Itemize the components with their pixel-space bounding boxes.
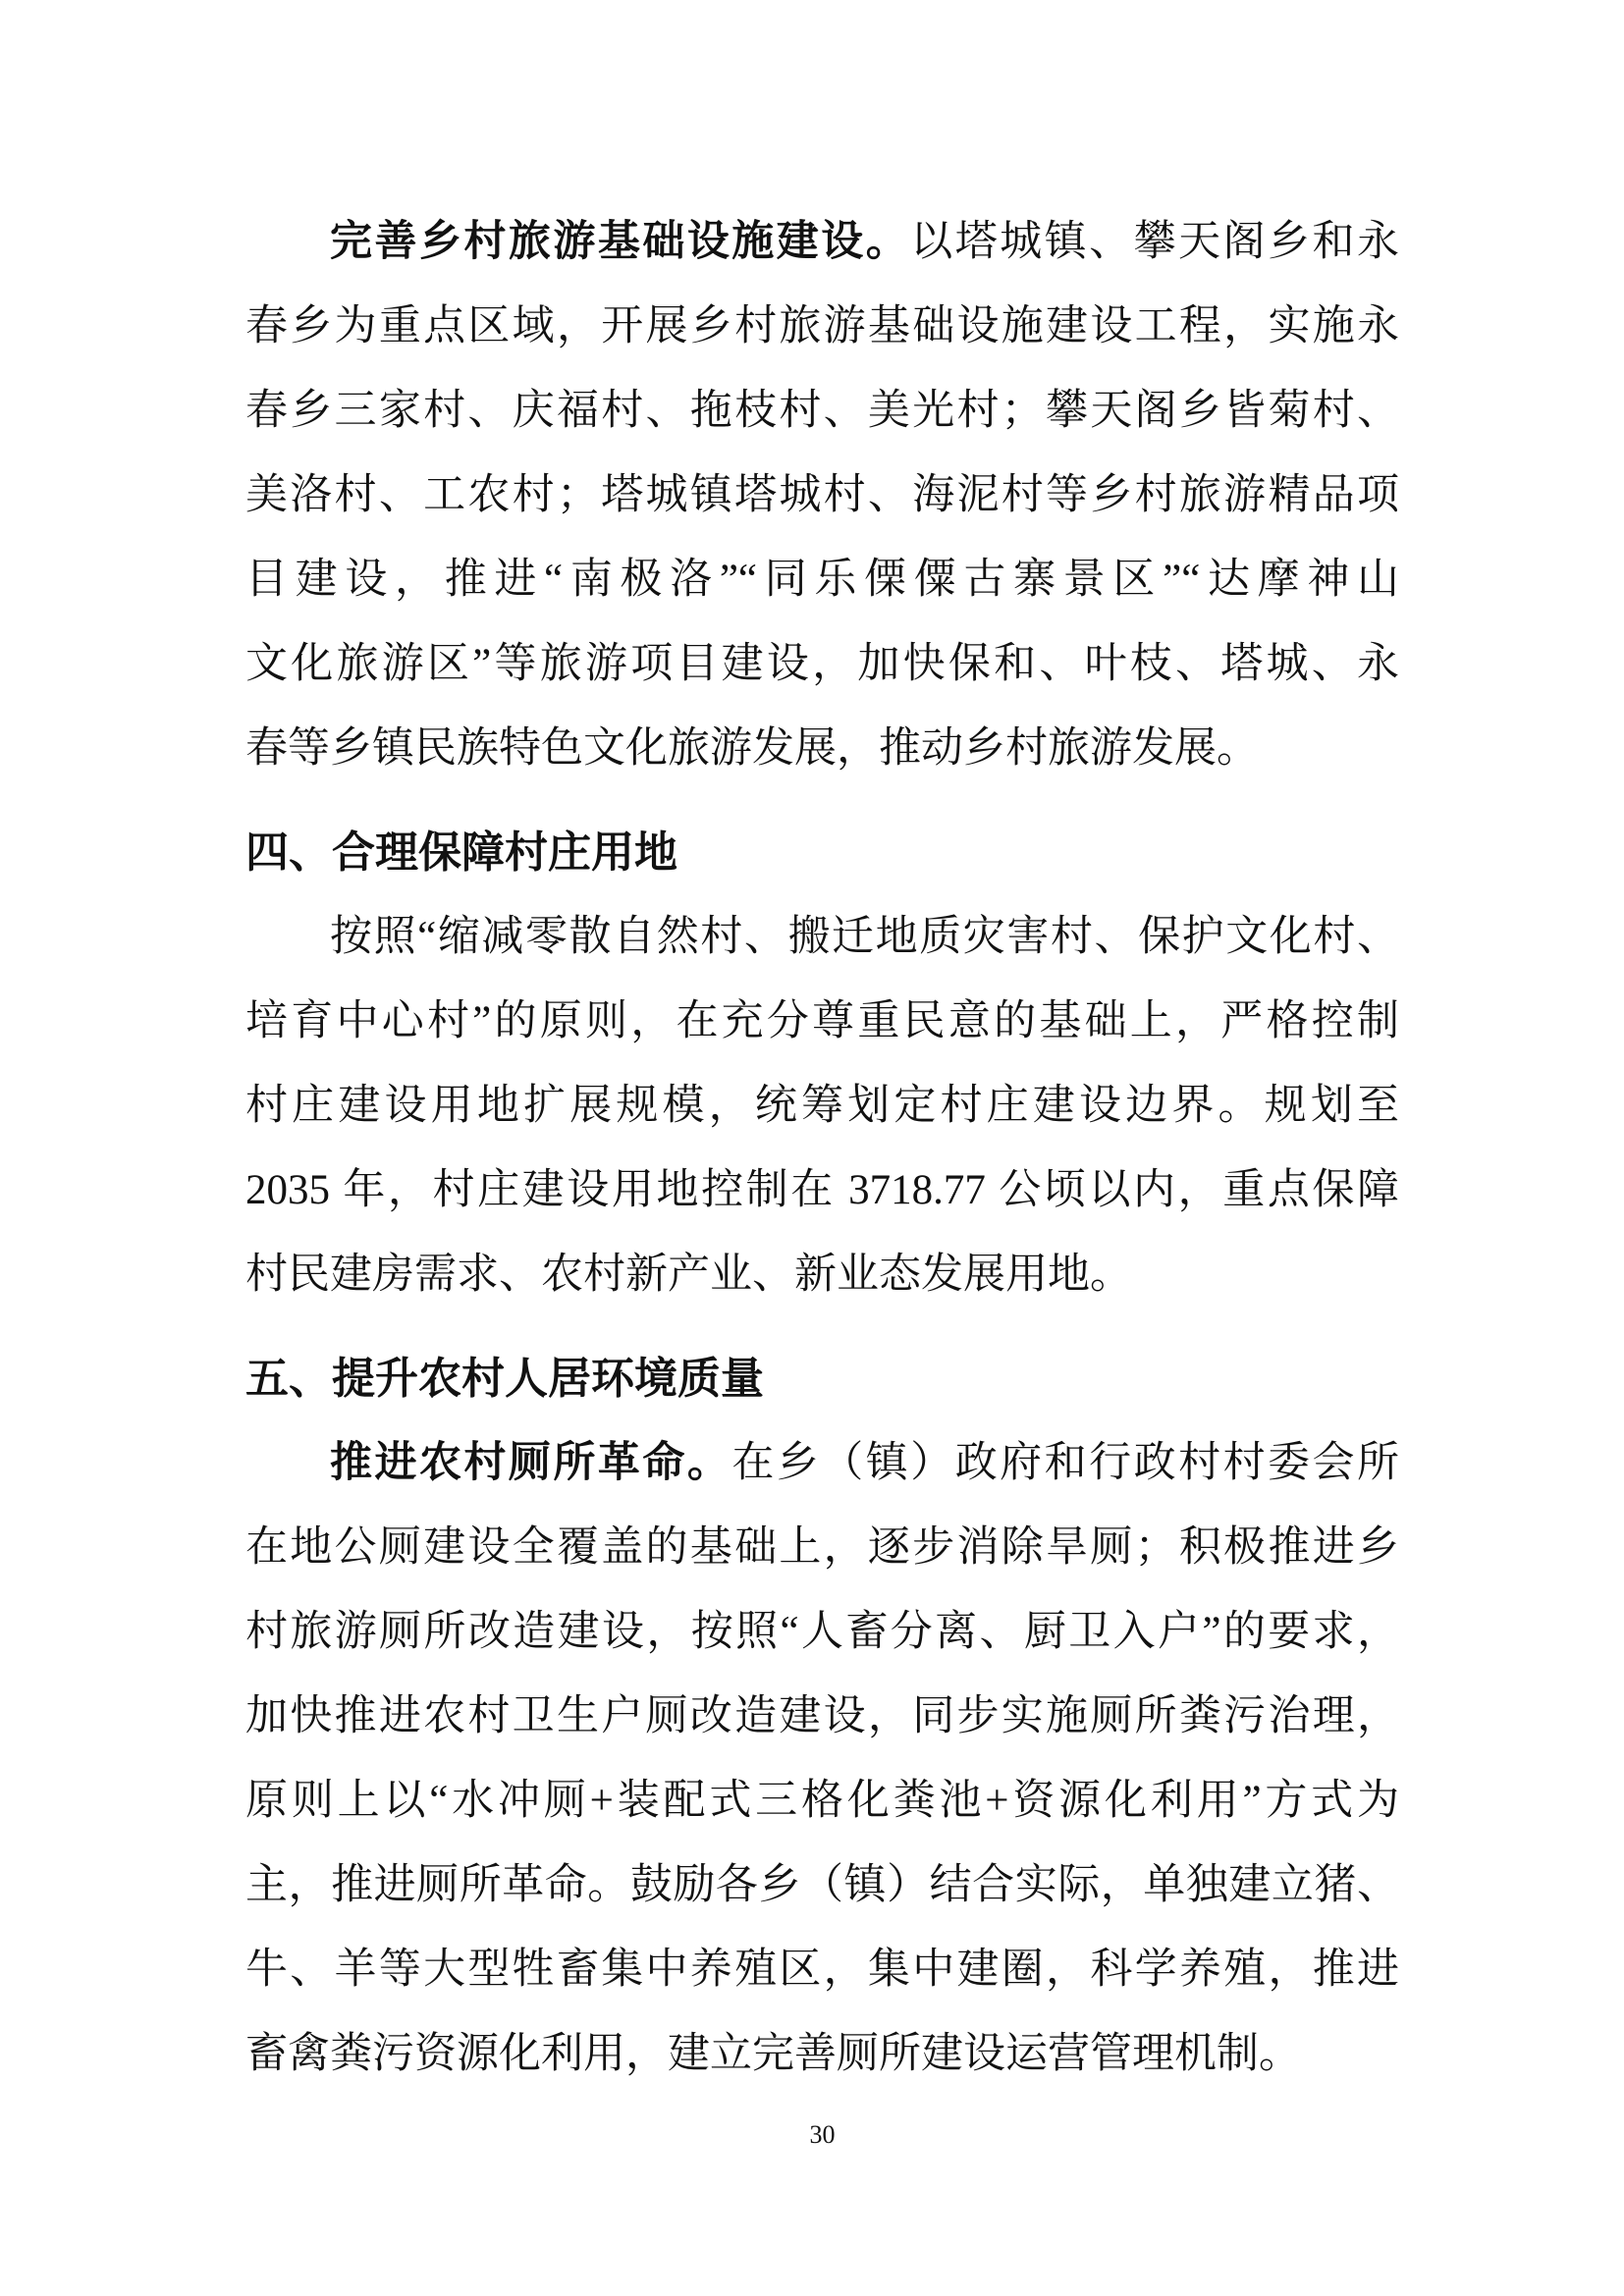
text-line: 加快推进农村卫生户厕改造建设，同步实施厕所粪污治理， [245, 1693, 1399, 1739]
text-line [245, 200, 1399, 285]
text-line: 原则上以“水冲厕+装配式三格化粪池+资源化利用”方式为 [245, 1778, 1399, 1824]
text-line: 春乡为重点区域，开展乡村旅游基础设施建设工程，实施永 [245, 303, 1399, 349]
paragraph-tourism-infrastructure [245, 200, 1399, 791]
text-line: 在地公厕建设全覆盖的基础上，逐步消除旱厕；积极推进乡 [245, 1524, 1399, 1571]
text-line: 村庄建设用地扩展规模，统筹划定村庄建设边界。规划至 [245, 1083, 1399, 1129]
text-line [245, 1421, 1399, 1506]
paragraph-toilet-revolution [245, 1421, 1399, 2097]
text-line: 村旅游厕所改造建设，按照“人畜分离、厨卫入户”的要求， [245, 1609, 1399, 1655]
paragraph-lead-bold: 完善乡村旅游基础设施建设。 [330, 219, 911, 265]
text-line: 村民建房需求、农村新产业、新业态发展用地。 [245, 1252, 1132, 1298]
paragraph-lead-bold: 推进农村厕所革命。 [330, 1440, 732, 1486]
section-heading-5: 五、提升农村人居环境质量 [245, 1355, 764, 1403]
text-line: 畜禽粪污资源化利用，建立完善厕所建设运营管理机制。 [245, 2031, 1301, 2077]
text-line: 春等乡镇民族特色文化旅游发展，推动乡村旅游发展。 [245, 725, 1259, 772]
text-line: 培育中心村”的原则，在充分尊重民意的基础上，严格控制 [245, 998, 1399, 1044]
text-line: 春乡三家村、庆福村、拖枝村、美光村；攀天阁乡皆菊村、 [245, 388, 1399, 434]
text-line: 目建设，推进“南极洛”“同乐傈僳古寨景区”“达摩神山 [245, 557, 1399, 603]
text-run: 以塔城镇、攀天阁乡和永 [910, 219, 1400, 265]
text-block [245, 200, 1399, 2097]
text-line: 文化旅游区”等旅游项目建设，加快保和、叶枝、塔城、永 [245, 641, 1399, 687]
section-heading-4: 四、合理保障村庄用地 [245, 828, 677, 877]
text-run: 在乡（镇）政府和行政村村委会所 [731, 1440, 1400, 1486]
text-line: 牛、羊等大型牲畜集中养殖区，集中建圈，科学养殖，推进 [245, 1947, 1399, 1993]
paragraph-village-land [245, 895, 1399, 1317]
text-line: 2035 年，村庄建设用地控制在 3718.77 公顷以内，重点保障 [245, 1167, 1399, 1213]
page-number: 30 [809, 2120, 836, 2149]
text-line: 主，推进厕所革命。鼓励各乡（镇）结合实际，单独建立猪、 [245, 1862, 1399, 1908]
text-line: 按照“缩减零散自然村、搬迁地质灾害村、保护文化村、 [330, 914, 1399, 960]
text-line: 美洛村、工农村；塔城镇塔城村、海泥村等乡村旅游精品项 [245, 472, 1399, 518]
